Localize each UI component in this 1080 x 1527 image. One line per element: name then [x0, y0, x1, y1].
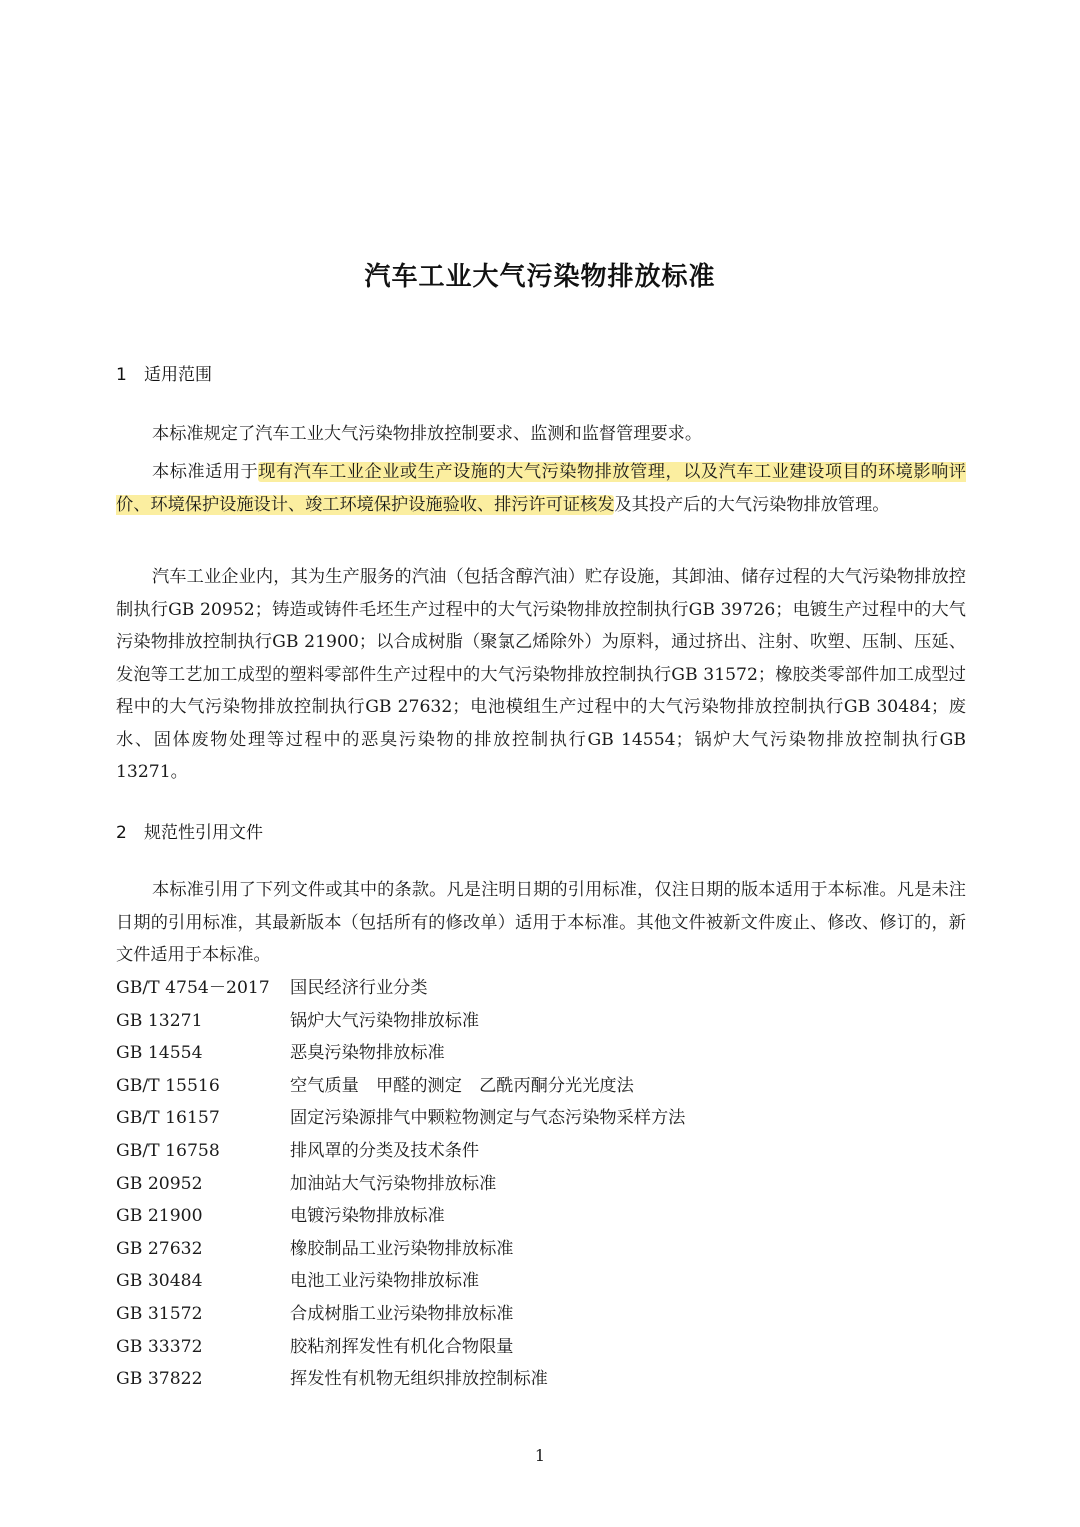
reference-name: 排风罩的分类及技术条件	[290, 1140, 480, 1161]
reference-item	[116, 1102, 966, 1135]
reference-item	[116, 1363, 966, 1396]
reference-list	[116, 972, 966, 1396]
section-1-heading	[116, 360, 212, 385]
reference-code: GB 33372	[116, 1336, 203, 1357]
reference-name: 合成树脂工业污染物排放标准	[290, 1303, 514, 1324]
reference-name: 锅炉大气污染物排放标准	[290, 1010, 480, 1031]
reference-name: 电池工业污染物排放标准	[290, 1271, 480, 1292]
section-2-number: 2	[116, 823, 127, 843]
reference-name: 国民经济行业分类	[290, 978, 428, 998]
reference-code: GB/T 4754－2017	[116, 978, 270, 998]
reference-name: 挥发性有机物无组织排放控制标准	[290, 1369, 548, 1390]
reference-code: GB 27632	[116, 1238, 203, 1259]
reference-code: GB/T 16157	[116, 1108, 220, 1129]
reference-item	[116, 1331, 966, 1364]
section-2-heading	[116, 818, 263, 843]
reference-name: 加油站大气污染物排放标准	[290, 1173, 497, 1194]
reference-code: GB 37822	[116, 1369, 203, 1390]
scope-p2-before: 本标准适用于	[152, 462, 259, 482]
page-number: 1	[534, 1446, 546, 1465]
reference-item	[116, 1005, 966, 1038]
reference-name: 橡胶制品工业污染物排放标准	[290, 1238, 514, 1259]
reference-name: 空气质量 甲醛的测定 乙酰丙酮分光光度法	[290, 1075, 634, 1096]
reference-code: GB 31572	[116, 1303, 203, 1324]
reference-name: 恶臭污染物排放标准	[290, 1043, 445, 1064]
references-intro: 本标准引用了下列文件或其中的条款。凡是注明日期的引用标准，仅注日期的版本适用于本标准。凡是未注日期的引用标准，其最新版本（包括所有的修改单）适用于本标准。其他文件被新文件废止、修改、修订的，新文件适用于本标准。	[116, 880, 966, 965]
scope-paragraph-2	[116, 456, 966, 521]
highlighted-text: 现有汽车工业企业或生产设施的大气污染物排放管理，以及汽车工业建设项目的环境影响评价、环境保护设施设计、竣工环境保护设施验收、排污许可证核发	[116, 462, 966, 515]
reference-item	[116, 1135, 966, 1168]
reference-item	[116, 1265, 966, 1298]
section-1-number: 1	[116, 365, 127, 385]
scope-p2-after: 及其投产后的大气污染物排放管理。	[614, 494, 890, 515]
section-2-title: 规范性引用文件	[144, 823, 263, 843]
reference-code: GB 13271	[116, 1010, 203, 1031]
reference-code: GB/T 15516	[116, 1075, 220, 1096]
reference-name: 固定污染源排气中颗粒物测定与气态污染物采样方法	[290, 1108, 686, 1129]
page-title: 汽车工业大气污染物排放标准	[364, 262, 716, 292]
scope-paragraph-3: 汽车工业企业内，其为生产服务的汽油（包括含醇汽油）贮存设施，其卸油、储存过程的大气污染物排放控制执行GB 20952；铸造或铸件毛坯生产过程中的大气污染物排放控制执行GB 39726；电镀生产过程中的大气污染物排放控制执行GB 21900；以合成树脂（聚氯乙烯除外）为原料，通过挤出、注射、吹塑、压制、压延、发泡等工艺加工成型的塑料零部件生产过程中的大气污染物排放控制执行GB 31572；橡胶类零部件加工成型过程中的大气污染物排放控制执行GB 27632；电池模组生产过程中的大气污染物排放控制执行GB 30484；废水、固体废物处理等过程中的恶臭污染物的排放控制执行GB 14554；锅炉大气污染物排放控制执行GB 13271。	[116, 567, 966, 782]
reference-code: GB 21900	[116, 1206, 203, 1227]
reference-item	[116, 1298, 966, 1331]
section-1-title: 适用范围	[144, 365, 212, 385]
reference-item	[116, 1200, 966, 1233]
reference-item	[116, 972, 966, 1005]
reference-name: 电镀污染物排放标准	[290, 1206, 445, 1227]
reference-code: GB 14554	[116, 1043, 203, 1064]
reference-name: 胶粘剂挥发性有机化合物限量	[290, 1336, 514, 1357]
reference-item	[116, 1037, 966, 1070]
reference-item	[116, 1168, 966, 1201]
reference-code: GB 20952	[116, 1173, 203, 1194]
reference-code: GB 30484	[116, 1271, 203, 1292]
reference-code: GB/T 16758	[116, 1140, 220, 1161]
reference-item	[116, 1233, 966, 1266]
reference-item	[116, 1070, 966, 1103]
scope-paragraph-1: 本标准规定了汽车工业大气污染物排放控制要求、监测和监督管理要求。	[152, 424, 703, 444]
